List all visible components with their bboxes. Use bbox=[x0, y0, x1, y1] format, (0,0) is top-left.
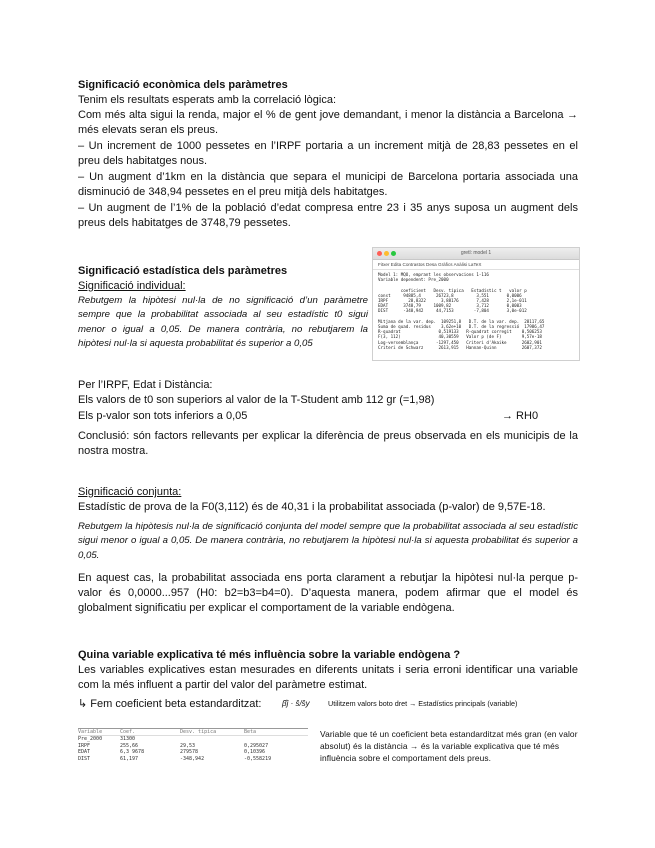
output-line: EDAT 3748,79 1009,82 3,712 0,0003 bbox=[378, 303, 522, 309]
output-line: Criteri de Schwarz 2613,915 Hannan-Quinn 2607,372 bbox=[378, 344, 542, 350]
paragraph: Com més alta sigui la renda, major el % de gent jove demandant, i menor la distància a Barcelona → més elevats seran els preus. bbox=[78, 109, 578, 137]
conclusion-arrow: → RH0 bbox=[502, 410, 539, 422]
conclusion-note: Variable que té un coeficient beta estandarditzat més gran (en valor absolut) és la distància → és la variable explicativa que té més influència sobre el comportament dels preus. bbox=[320, 729, 578, 764]
paragraph: – Un augment de l’1% de la població d’edat compresa entre 23 i 35 anys suposa un augment dels preus dels habitatges de 3748,79 pessetes. bbox=[78, 202, 578, 230]
column-header: Variable bbox=[78, 729, 103, 735]
subheading-individual: Significació individual: bbox=[78, 280, 186, 292]
column-header: Beta bbox=[244, 729, 257, 735]
output-line: F(3, 112) 40,30559 Valor p (de F) 9,57e-18 bbox=[378, 334, 542, 340]
table-cell: EDAT bbox=[78, 749, 91, 756]
table-row bbox=[78, 756, 308, 762]
hypothesis-note: Rebutgem la hipòtesis nul·la de significació conjunta del model sempre que la probabilitat associada al seu estadístic sigui menor o igual a 0,05. De manera contrària, no rebutjarem la hipòtesi nul·la si aquesta probabilitat és superior a 0,05. bbox=[78, 521, 578, 561]
section-title-influence: Quina variable explicativa té més influència sobre la variable endògena ? bbox=[78, 649, 461, 661]
text-line: Per l’IRPF, Edat i Distància: bbox=[78, 379, 213, 391]
column-header: Desv. típica bbox=[180, 729, 217, 735]
paragraph: – Un augment d’1km en la distància que separa el municipi de Barcelona portaria associada una disminució de 348,94 pessetes en el preu mitjà dels habitatges. bbox=[78, 171, 578, 199]
paragraph: – Un increment de 1000 pessetes en l’IRPF portaria a un increment mitjà de 28,83 pessetes en el preu dels habitatges nous. bbox=[78, 140, 578, 168]
text-line: Tenim els resultats esperats amb la correlació lògica: bbox=[78, 94, 337, 106]
output-line: Log-versemblança -1297,450 Criteri d'Akaike 2602,901 bbox=[378, 339, 542, 345]
beta-table bbox=[78, 728, 308, 762]
paragraph: Conclusió: són factors rellevants per explicar la diferència de preus observada en els municipis de la nostra mostra. bbox=[78, 430, 578, 458]
output-line: Variable dependent: Pre_2000 bbox=[378, 277, 449, 283]
paragraph: Les variables explicatives estan mesurades en diferents unitats i seria erroni identificar una variable com la més influent a partir del valor del paràmetre estimat. bbox=[78, 664, 578, 692]
table-cell: 279578 bbox=[180, 749, 199, 756]
text-line: ↳ Fem coeficient beta estandarditzat: bbox=[78, 698, 262, 710]
output-line: Model 1: MQO, emprant les observacions 1-116 bbox=[378, 272, 489, 277]
column-header: Coef. bbox=[120, 729, 136, 735]
table-cell: 0,10396 bbox=[244, 749, 266, 756]
table-cell: -0,558219 bbox=[244, 755, 272, 762]
table-cell: 61,197 bbox=[120, 755, 139, 762]
gretl-output-screenshot bbox=[372, 247, 580, 361]
window-titlebar bbox=[373, 248, 579, 260]
section-title-statistical: Significació estadística dels paràmetres bbox=[78, 265, 288, 277]
table-cell: 31300 bbox=[120, 736, 136, 743]
window-title: gretl: model 1 bbox=[460, 250, 492, 256]
table-cell: 6,3 9678 bbox=[120, 749, 145, 756]
table-cell: -348,942 bbox=[180, 755, 205, 762]
table-cell: 255,66 bbox=[120, 742, 139, 749]
table-cell: Pre_2000 bbox=[78, 736, 103, 743]
output-line: Mitjana de la var. dep. 109251,8 D.T. de la var. dep. 28117,65 bbox=[378, 318, 545, 324]
section-title-economic: Significació econòmica dels paràmetres bbox=[78, 79, 288, 91]
hypothesis-note: Rebutgem la hipòtesi nul·la de no significació d’un paràmetre sempre que la probabilitat associada al seu estadístic t0 sigui menor o igual a 0,05. De manera contrària, no rebutjarem la hipòtesi nul·la si aquesta probabilitat és superior a 0,05 bbox=[78, 295, 368, 350]
text-line: Els valors de t0 son superiors al valor de la T-Student amb 112 gr (=1,98) bbox=[78, 394, 435, 406]
paragraph: En aquest cas, la probabilitat associada ens porta clarament a rebutjar la hipòtesi nul·la perque p-valor és 0,0000...957 (H0: b2=b3=b4=0). D’aquesta manera, podem afirmar que el model és globalment significatiu per explicar el comportament de la variable endògena. bbox=[78, 572, 578, 615]
table-cell: DIST bbox=[78, 755, 91, 762]
regression-output bbox=[373, 270, 579, 352]
hint-note: Utilitzem valors boto dret → Estadístics principals (variable) bbox=[328, 699, 518, 708]
output-line: coeficient Desv. típica Estadístic t valor p bbox=[378, 287, 527, 293]
table-cell: IRPF bbox=[78, 742, 91, 749]
beta-formula: β̂j · ŝ/ŝy bbox=[282, 699, 310, 708]
text-line: Els p-valor son tots inferiors a 0,05 bbox=[78, 410, 248, 422]
table-header bbox=[78, 729, 308, 736]
text-line: Estadístic de prova de la F0(3,112) és de 40,31 i la probabilitat associada (p-valor) de 9,57E-18. bbox=[78, 501, 546, 513]
subheading-joint: Significació conjunta: bbox=[78, 486, 182, 498]
table-cell: 29,53 bbox=[180, 742, 196, 749]
output-line: Suma de quad. residus 3,62e+10 D.T. de la regressió 17986,47 bbox=[378, 324, 545, 330]
output-line: R-quadrat 0,519133 R-quadrat corregit 0,506253 bbox=[378, 329, 542, 335]
output-line: const 94885,4 26723,8 3,551 0,0006 bbox=[378, 292, 522, 298]
output-line: DIST -348,942 44,7153 -7,804 3,0e-012 bbox=[378, 308, 527, 314]
output-line: IRPF 28,8322 3,88176 7,428 2,1e-011 bbox=[378, 298, 527, 304]
table-cell: 0,295027 bbox=[244, 742, 269, 749]
window-menubar: Fitxer Edita Contrastos Desa Gràfics Anàlisi LaTeX bbox=[373, 260, 579, 270]
